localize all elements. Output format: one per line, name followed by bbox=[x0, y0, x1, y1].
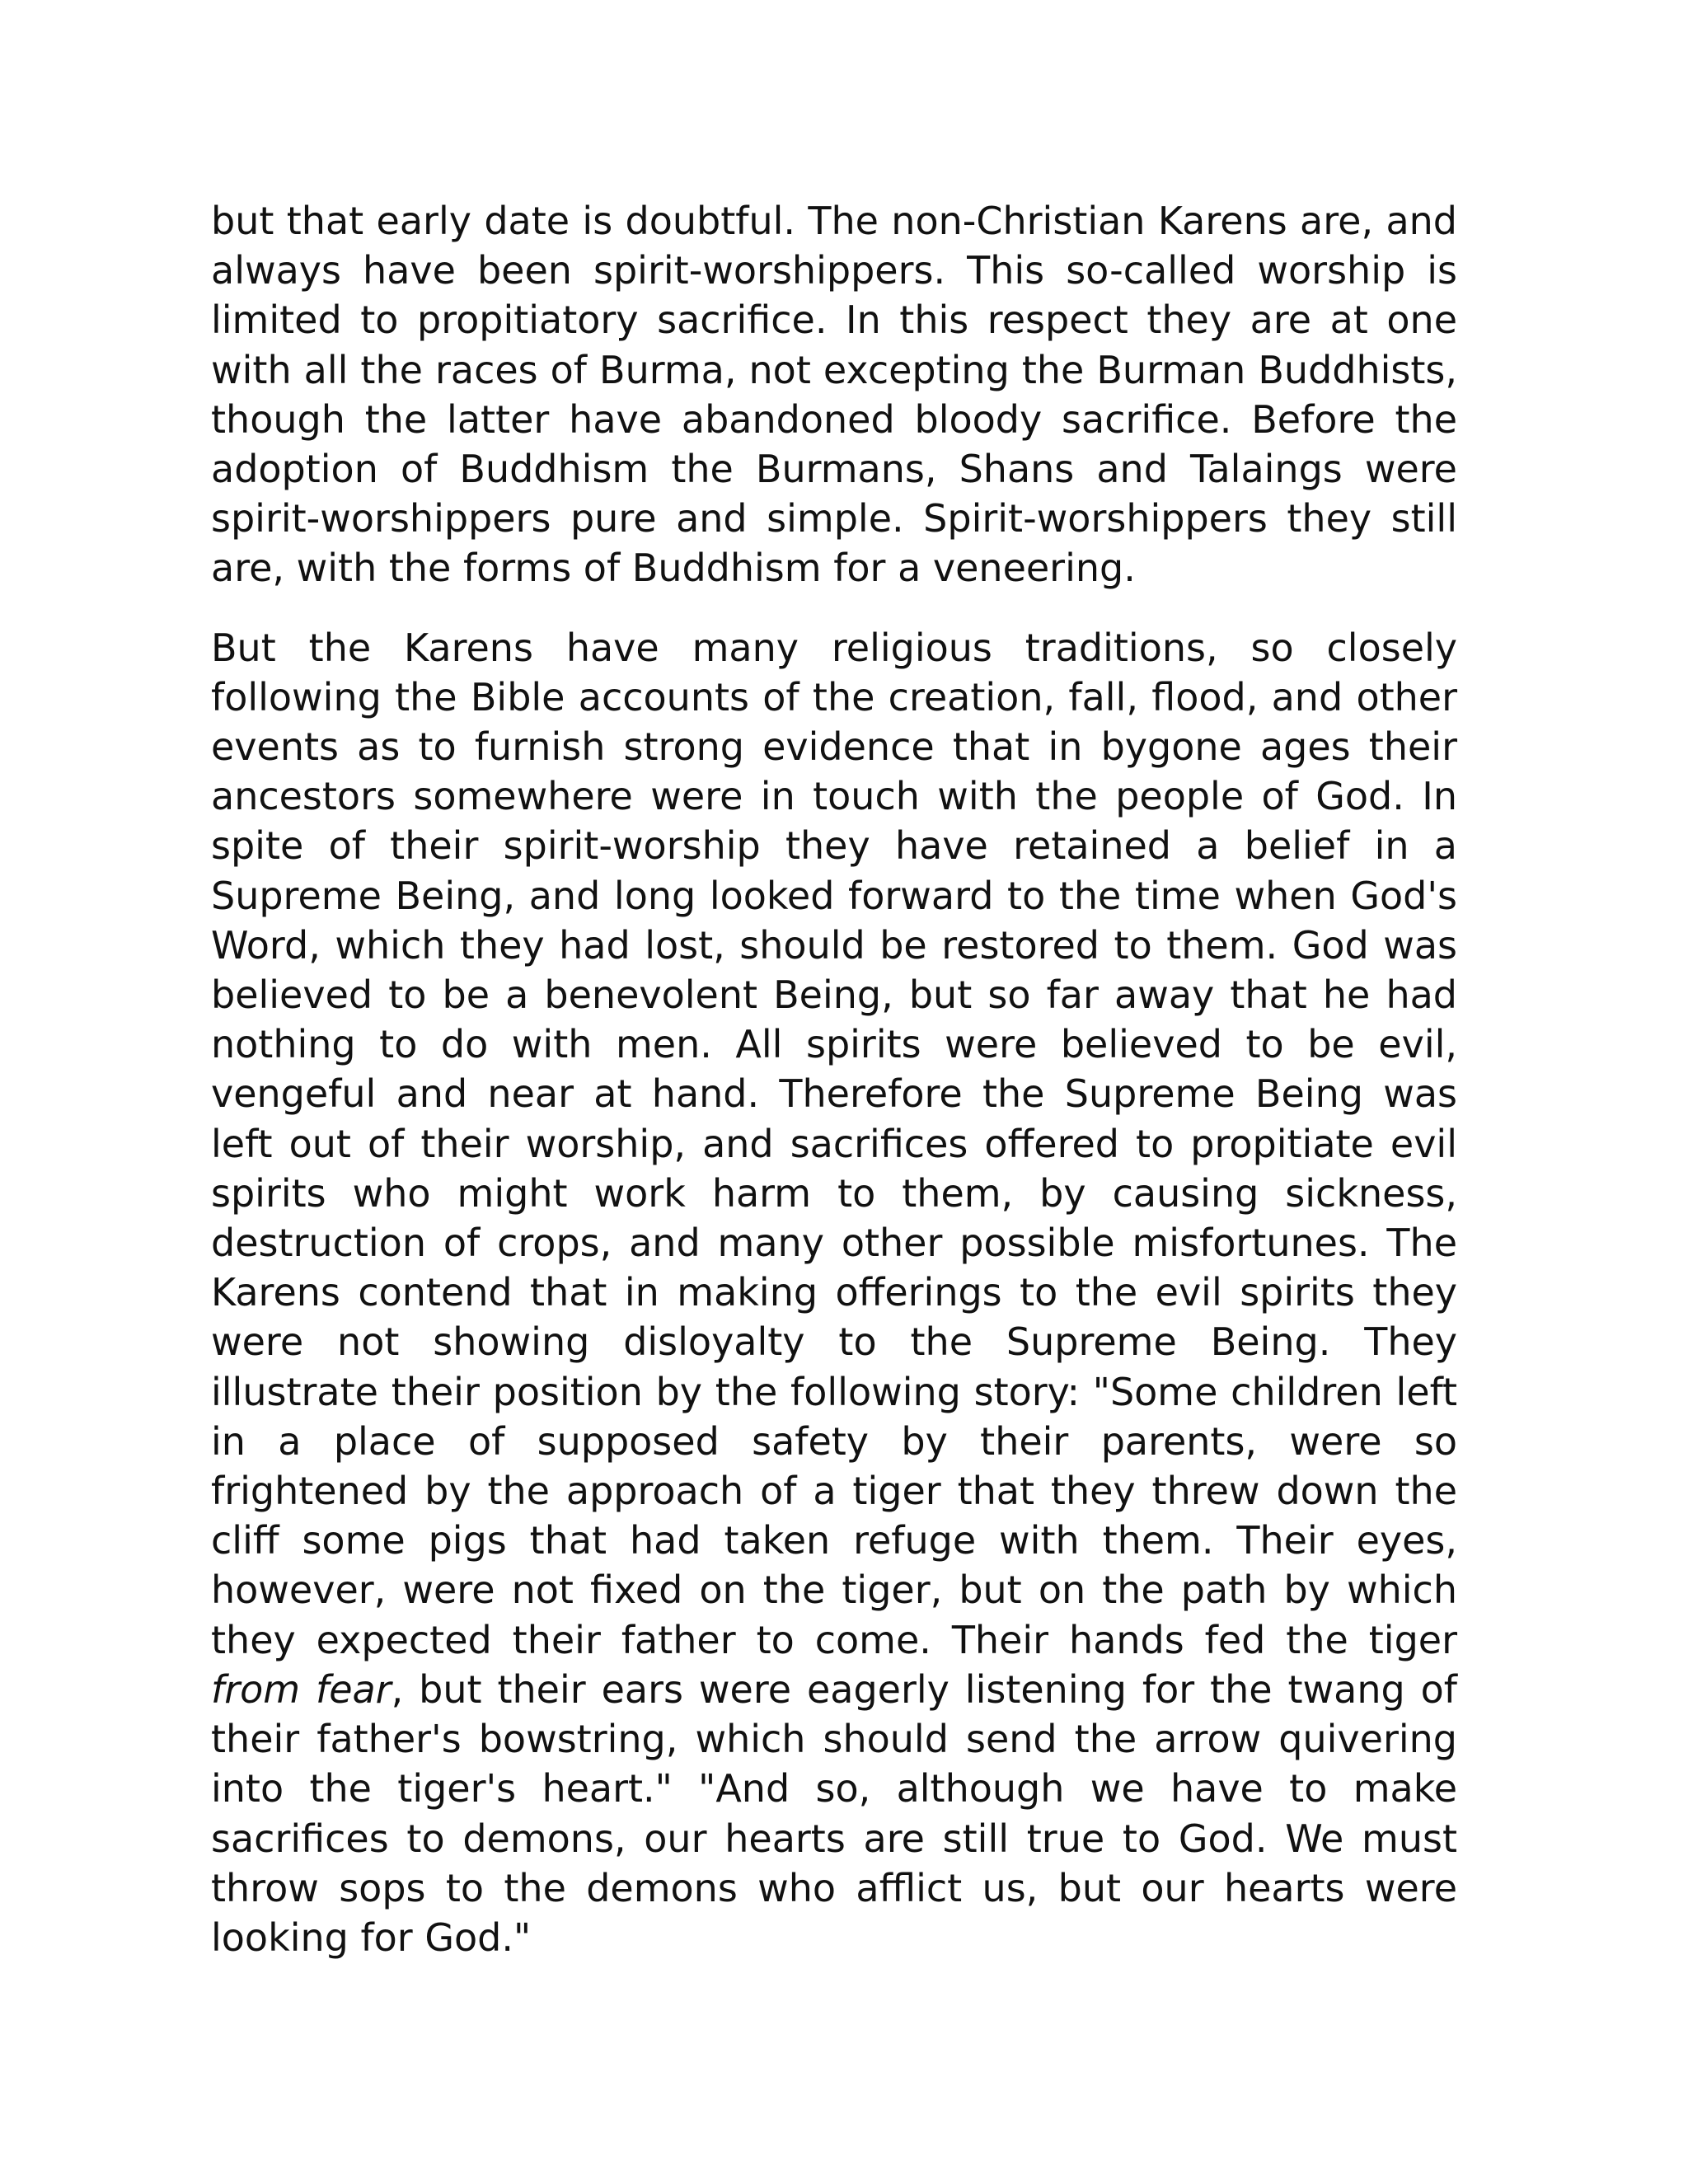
paragraph-2-text-end: , but their ears were eagerly listening for the twang of their father's bowstring, which should send the arrow quivering into the tiger's heart." "And so, although we have to make sacrifices to demons, our hearts are still true to God. We must throw sops to the demons who afflict us, but our hearts were looking for God." bbox=[211, 1666, 1457, 1960]
body-text bbox=[211, 196, 1457, 1962]
paragraph-2-text-start: But the Karens have many religious traditions, so closely following the Bible accounts of the creation, fall, flood, and other events as to furnish strong evidence that in bygone ages their ancestors somewhere were in touch with the people of God. In spite of their spirit-worship they have retained a belief in a Supreme Being, and long looked forward to the time when God's Word, which they had lost, should be restored to them. God was believed to be a benevolent Being, but so far away that he had nothing to do with men. All spirits were believed to be evil, vengeful and near at hand. Therefore the Supreme Being was left out of their worship, and sacrifices offered to propitiate evil spirits who might work harm to them, by causing sickness, destruction of crops, and many other possible misfortunes. The Karens contend that in making offerings to the evil spirits they were not showing disloyalty to the Supreme Being. They illustrate their position by the following story: "Some children left in a place of supposed safety by their parents, were so frightened by the approach of a tiger that they threw down the cliff some pigs that had taken refuge with them. Their eyes, however, were not fixed on the tiger, but on the path by which they expected their father to come. Their hands fed the tiger bbox=[211, 625, 1457, 1662]
paragraph-2-italic-phrase: from fear bbox=[211, 1666, 392, 1712]
paragraph-1: but that early date is doubtful. The non-Christian Karens are, and always have been spirit-worshippers. This so-called worship is limited to propitiatory sacrifice. In this respect they are at one with all the races of Burma, not excepting the Burman Buddhists, though the latter have abandoned bloody sacrifice. Before the adoption of Buddhism the Burmans, Shans and Talaings were spirit-worshippers pure and simple. Spirit-worshippers they still are, with the forms of Buddhism for a veneering. bbox=[211, 199, 1457, 591]
paragraph-2 bbox=[211, 623, 1457, 1962]
